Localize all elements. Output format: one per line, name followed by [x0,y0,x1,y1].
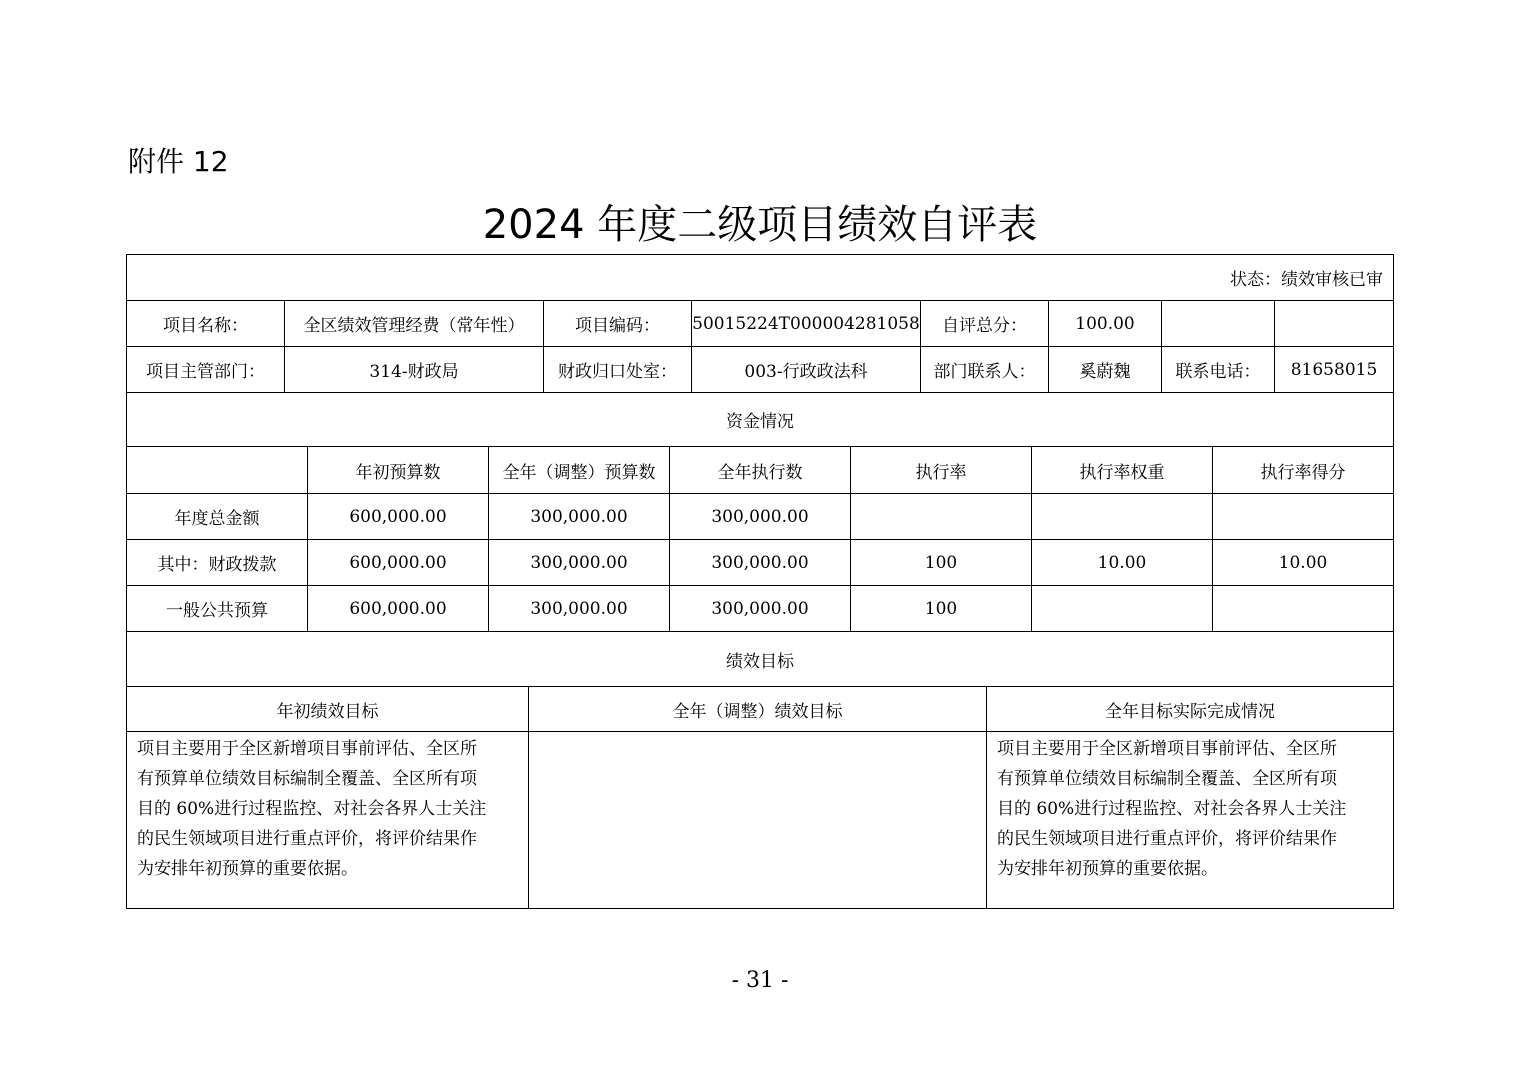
funds-header-cell: 执行率权重 [1032,447,1213,494]
page-title: 2024 年度二级项目绩效自评表 [482,202,1038,248]
phone-value: 81658015 [1275,347,1394,393]
office-label: 财政归口处室： [544,347,692,393]
table-cell: 年度总金额 [127,494,308,540]
goal-line: 项目主要用于全区新增项目事前评估、全区所 [997,739,1337,759]
table-cell: 300,000.00 [489,540,670,586]
table-cell: 300,000.00 [670,586,851,632]
goals-section-title: 绩效目标 [127,632,1394,687]
funds-header-cell: 执行率得分 [1213,447,1394,494]
table-row [127,540,1394,586]
table-row [127,586,1394,632]
goal-line: 为安排年初预算的重要依据。 [997,859,1218,879]
funds-header-cell: 执行率 [851,447,1032,494]
table-cell [1032,494,1213,540]
self-score-label: 自评总分： [921,301,1049,347]
project-info-table [126,254,1394,447]
table-cell: 300,000.00 [670,540,851,586]
table-cell: 600,000.00 [308,586,489,632]
funds-header-cell: 全年（调整）预算数 [489,447,670,494]
empty-cell [1162,301,1275,347]
goal-line: 的民生领域项目进行重点评价，将评价结果作 [997,829,1337,849]
table-cell: 600,000.00 [308,494,489,540]
table-cell: 300,000.00 [670,494,851,540]
table-cell: 300,000.00 [489,494,670,540]
adjusted-goal-text [529,732,987,909]
funds-header-cell: 全年执行数 [670,447,851,494]
table-cell: 10.00 [1032,540,1213,586]
office-value: 003-行政政法科 [692,347,921,393]
self-score-value: 100.00 [1049,301,1162,347]
table-cell: 10.00 [1213,540,1394,586]
goal-line: 目的 60%进行过程监控、对社会各界人士关注 [997,799,1347,819]
goal-line: 项目主要用于全区新增项目事前评估、全区所 [137,739,477,759]
table-cell [1213,586,1394,632]
status-text: 状态：绩效审核已审 [127,255,1394,301]
goal-line: 为安排年初预算的重要依据。 [137,859,358,879]
funds-section-title: 资金情况 [127,393,1394,447]
project-code-value: 50015224T000004281058 [692,301,921,347]
actual-completion-text [987,732,1394,909]
funds-table [126,446,1394,687]
goal-line: 有预算单位绩效目标编制全覆盖、全区所有项 [997,769,1337,789]
funds-header-cell: 年初预算数 [308,447,489,494]
project-name-value: 全区绩效管理经费（常年性） [285,301,544,347]
goal-line: 的民生领域项目进行重点评价，将评价结果作 [137,829,477,849]
table-cell: 100 [851,540,1032,586]
table-cell: 100 [851,586,1032,632]
table-cell [1032,586,1213,632]
table-cell [851,494,1032,540]
contact-label: 部门联系人： [921,347,1049,393]
contact-value: 奚蔚魏 [1049,347,1162,393]
adjusted-goal-header: 全年（调整）绩效目标 [529,687,987,732]
funds-header-cell [127,447,308,494]
initial-goal-text [127,732,529,909]
goal-line: 目的 60%进行过程监控、对社会各界人士关注 [137,799,487,819]
page-number: - 31 - [731,968,789,993]
empty-cell [1275,301,1394,347]
initial-goal-header: 年初绩效目标 [127,687,529,732]
project-name-label: 项目名称： [127,301,285,347]
goal-line: 有预算单位绩效目标编制全覆盖、全区所有项 [137,769,477,789]
dept-value: 314-财政局 [285,347,544,393]
goals-table [126,686,1394,909]
table-cell [1213,494,1394,540]
table-row [127,494,1394,540]
project-code-label: 项目编码： [544,301,692,347]
dept-label: 项目主管部门： [127,347,285,393]
table-cell: 600,000.00 [308,540,489,586]
phone-label: 联系电话： [1162,347,1275,393]
actual-completion-header: 全年目标实际完成情况 [987,687,1394,732]
table-cell: 一般公共预算 [127,586,308,632]
table-cell: 其中：财政拨款 [127,540,308,586]
annex-label: 附件 12 [128,145,229,178]
table-cell: 300,000.00 [489,586,670,632]
